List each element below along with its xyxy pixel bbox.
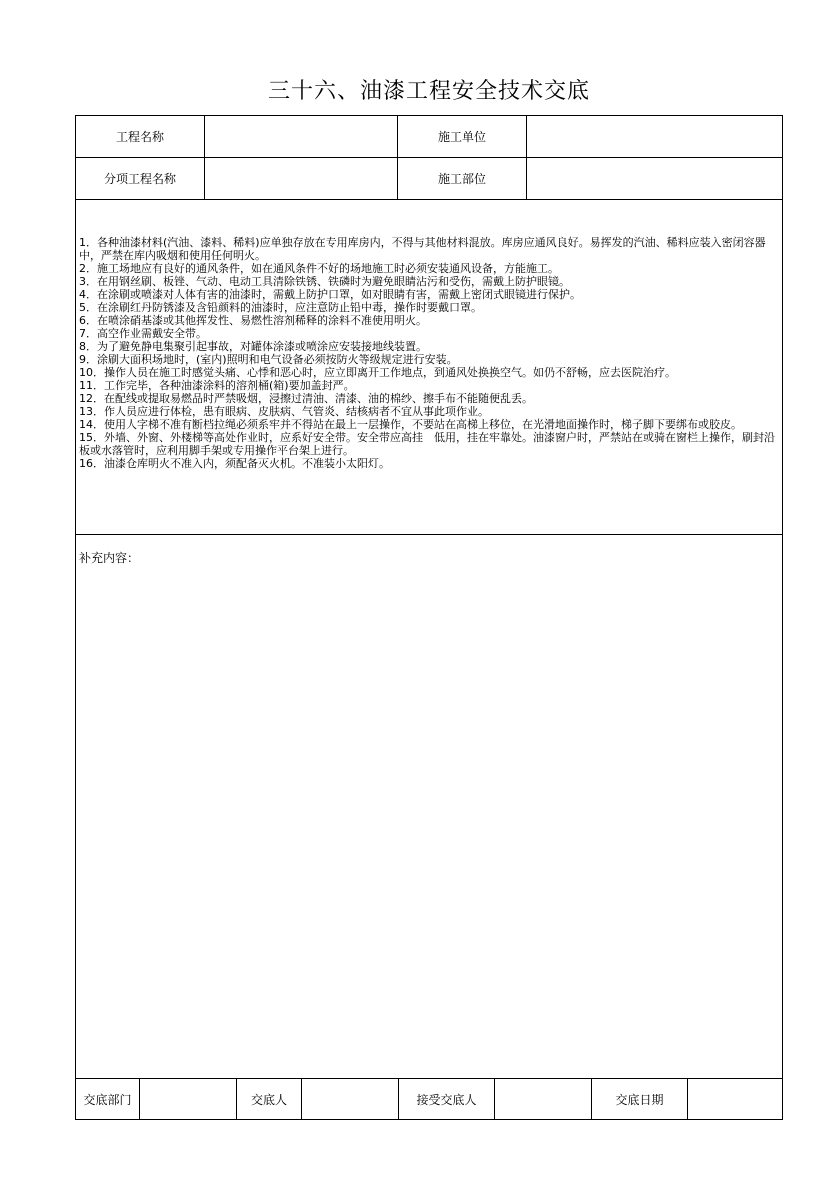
construction-unit-field[interactable] (527, 116, 782, 157)
disclosure-dept-label: 交底部门 (76, 1079, 140, 1119)
discloser-label: 交底人 (237, 1079, 302, 1119)
safety-content-section (76, 200, 782, 535)
header-row-subproject (76, 158, 782, 200)
list-item: 14．使用人字梯不准有断档拉绳必须系牢并不得站在最上一层操作，不要站在高梯上移位，在光滑地面操作时，梯子脚下要绑布或胶皮。 (79, 418, 742, 431)
construction-part-field[interactable] (527, 158, 782, 199)
footer-row (76, 1079, 782, 1119)
disclosure-dept-field[interactable] (140, 1079, 237, 1119)
list-item: 1．各种油漆材料(汽油、漆料、稀料)应单独存放在专用库房内，不得与其他材料混放。库房应通风良好。易挥发的汽油、稀料应装入密闭容器中，严禁在库内吸烟和使用任何明火。 (79, 236, 766, 262)
list-item: 15．外墙、外窗、外楼梯等高处作业时，应系好安全带。安全带应高挂 低用，挂在牢靠处。油漆窗户时，严禁站在或骑在窗栏上操作，刷封沿板或水落管时，应利用脚手架或专用操作平台架上进行。 (79, 431, 775, 457)
list-item: 11．工作完毕，各种油漆涂料的溶剂桶(箱)要加盖封严。 (79, 379, 355, 392)
receiver-field[interactable] (495, 1079, 592, 1119)
disclosure-date-field[interactable] (688, 1079, 782, 1119)
list-item: 16．油漆仓库明火不准入内，须配备灭火机。不准装小太阳灯。 (79, 457, 390, 470)
header-row-project (76, 116, 782, 158)
project-name-label: 工程名称 (76, 116, 205, 157)
safety-items-list (79, 236, 776, 470)
list-item: 2．施工场地应有良好的通风条件，如在通风条件不好的场地施工时必须安装通风设备，方能施工。 (79, 262, 559, 275)
list-item: 9．涂刷大面积场地时，(室内)照明和电气设备必须按防火等级规定进行安装。 (79, 353, 458, 366)
subproject-name-field[interactable] (205, 158, 398, 199)
list-item: 7．高空作业需戴安全带。 (79, 327, 207, 340)
supplement-label: 补充内容： (79, 551, 140, 565)
construction-unit-label: 施工单位 (398, 116, 527, 157)
construction-part-label: 施工部位 (398, 158, 527, 199)
list-item: 12．在配线或提取易燃品时严禁吸烟，浸擦过清油、清漆、油的棉纱、擦手布不能随便乱丢。 (79, 392, 533, 405)
list-item: 4．在涂刷或喷漆对人体有害的油漆时，需戴上防护口罩，如对眼睛有害，需戴上密闭式眼镜进行保护。 (79, 288, 581, 301)
disclosure-date-label: 交底日期 (592, 1079, 688, 1119)
supplement-section[interactable] (76, 535, 782, 1079)
list-item: 6．在喷涂硝基漆或其他挥发性、易燃性溶剂稀释的涂料不准使用明火。 (79, 314, 427, 327)
list-item: 3．在用钢丝刷、板锉、气动、电动工具清除铁锈、铁磷时为避免眼睛沾污和受伤，需戴上防护眼镜。 (79, 275, 570, 288)
discloser-field[interactable] (302, 1079, 399, 1119)
document-title: 三十六、油漆工程安全技术交底 (267, 79, 590, 104)
disclosure-form (75, 115, 783, 1120)
list-item: 5．在涂刷红丹防锈漆及含铅颜料的油漆时，应注意防止铅中毒，操作时要戴口罩。 (79, 301, 482, 314)
list-item: 13．作人员应进行体检，患有眼病、皮肤病、气管炎、结核病者不宜从事此项作业。 (79, 405, 489, 418)
subproject-name-label: 分项工程名称 (76, 158, 205, 199)
project-name-field[interactable] (205, 116, 398, 157)
list-item: 10．操作人员在施工时感觉头痛、心悸和恶心时，应立即离开工作地点，到通风处换换空气。如仍不舒畅，应去医院治疗。 (79, 366, 676, 379)
list-item: 8．为了避免静电集聚引起事故，对罐体涂漆或喷涂应安装接地线装置。 (79, 340, 427, 353)
receiver-label: 接受交底人 (399, 1079, 495, 1119)
